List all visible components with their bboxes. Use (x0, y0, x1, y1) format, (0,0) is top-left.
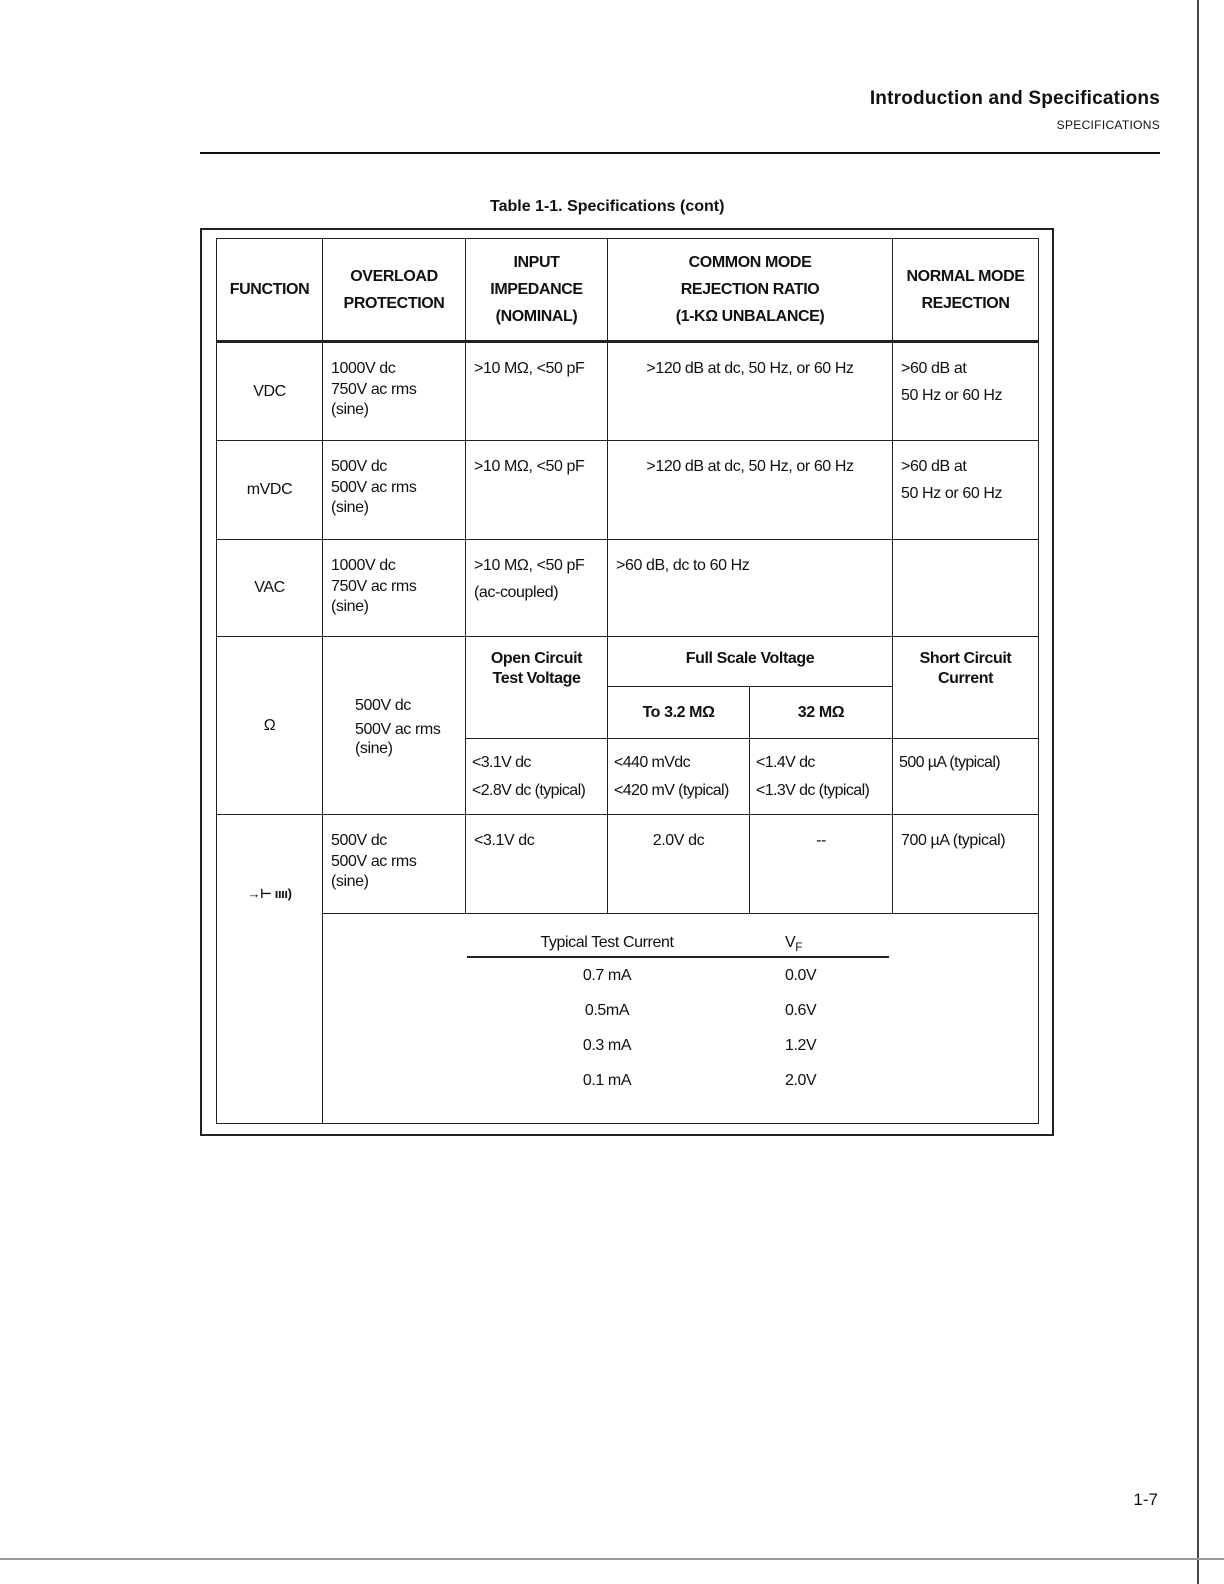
vf-col-vf: $V_F$ (747, 934, 889, 957)
input-vac: >10 MΩ, <50 pF (ac-coupled) (466, 540, 608, 637)
nmr-mvdc: >60 dB at 50 Hz or 60 Hz (893, 441, 1039, 540)
page-number: 1-7 (1133, 1490, 1158, 1509)
header-rule (200, 152, 1160, 154)
section-title: Introduction and Specifications (869, 88, 1160, 109)
table-title: Table 1-1. Specifications (cont) (490, 198, 725, 215)
to-3-2-values: <440 mVdc <420 mV (typical) (608, 739, 750, 815)
row-diode (217, 815, 1039, 914)
nmr-vdc: >60 dB at 50 Hz or 60 Hz (893, 342, 1039, 441)
sc-diode: 700 µA (typical) (893, 815, 1039, 914)
32m-diode: -- (750, 815, 893, 914)
vf-cell (323, 914, 1039, 1124)
function-vac: VAC (217, 540, 323, 637)
open-circuit-values: <3.1V dc <2.8V dc (typical) (466, 739, 608, 815)
diode-continuity-icon: →⊢ ıııı) (247, 886, 292, 901)
short-circuit-header: Short Circuit Current (893, 637, 1039, 739)
function-diode (217, 815, 323, 1124)
input-vdc: >10 MΩ, <50 pF (466, 342, 608, 441)
oc-diode: <3.1V dc (466, 815, 608, 914)
section-subtitle: SPECIFICATIONS (1056, 118, 1160, 132)
cmrr-vac: >60 dB, dc to 60 Hz (608, 540, 893, 637)
nmr-vac (893, 540, 1039, 637)
col-nmr: NORMAL MODE REJECTION (893, 239, 1039, 342)
overload-diode: 500V dc 500V ac rms (sine) (323, 815, 466, 914)
vf-col-current: Typical Test Current (467, 934, 747, 957)
row-vf (217, 914, 1039, 1124)
row-vac (217, 540, 1039, 637)
vf-header-row (467, 934, 889, 957)
row-vdc (217, 342, 1039, 441)
vf-row: 0.3 mA 1.2V (582, 1036, 817, 1054)
col-input-impedance: INPUT IMPEDANCE (NOMINAL) (466, 239, 608, 342)
col-overload: OVERLOAD PROTECTION (323, 239, 466, 342)
page-right-edge (1197, 0, 1199, 1584)
overload-ohm: 500V dc 500V ac rms (sine) (323, 637, 466, 815)
vf-row: 0.7 mA 0.0V (582, 966, 817, 984)
function-ohm: Ω (217, 637, 323, 815)
vf-row: 0.5mA 0.6V (584, 1001, 817, 1019)
full-scale-header: Full Scale Voltage (608, 637, 893, 687)
col-cmrr: COMMON MODE REJECTION RATIO (1-KΩ UNBALANCE) (608, 239, 893, 342)
cmrr-mvdc: >120 dB at dc, 50 Hz, or 60 Hz (608, 441, 893, 540)
vf-table (467, 934, 889, 1098)
to-3-2-header: To 3.2 MΩ (608, 687, 750, 739)
vf-row: 0.1 mA 2.0V (582, 1071, 817, 1089)
row-mvdc (217, 441, 1039, 540)
open-circuit-header: Open Circuit Test Voltage (466, 637, 608, 739)
short-circuit-value: 500 µA (typical) (893, 739, 1039, 815)
overload-vac: 1000V dc 750V ac rms (sine) (323, 540, 466, 637)
overload-vdc: 1000V dc 750V ac rms (sine) (323, 342, 466, 441)
input-mvdc: >10 MΩ, <50 pF (466, 441, 608, 540)
page-bottom-edge (0, 1558, 1224, 1560)
fs-diode: 2.0V dc (608, 815, 750, 914)
32m-values: <1.4V dc <1.3V dc (typical) (750, 739, 893, 815)
col-function: FUNCTION (217, 239, 323, 342)
overload-mvdc: 500V dc 500V ac rms (sine) (323, 441, 466, 540)
row-ohm-header (217, 637, 1039, 687)
function-mvdc: mVDC (217, 441, 323, 540)
spec-table (216, 238, 1039, 1124)
header-row (217, 239, 1039, 342)
32m-header: 32 MΩ (750, 687, 893, 739)
function-vdc: VDC (217, 342, 323, 441)
cmrr-vdc: >120 dB at dc, 50 Hz, or 60 Hz (608, 342, 893, 441)
